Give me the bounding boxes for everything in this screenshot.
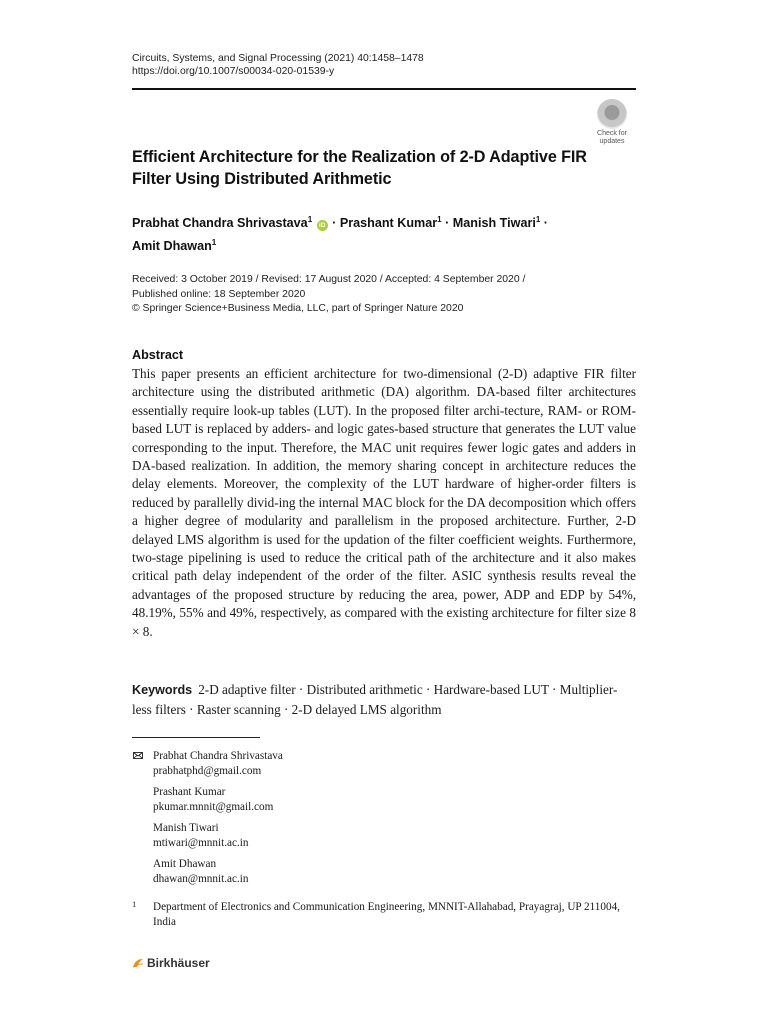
author-name[interactable]: Prabhat Chandra Shrivastava: [132, 216, 308, 230]
check-for-updates-icon: [597, 99, 627, 129]
contact-name: Manish Tiwari: [153, 822, 219, 834]
keywords-text: 2-D adaptive filter · Distributed arithmetic · Hardware-based LUT · Multiplier-less filters · Raster scanning · 2-D delayed LMS algorithm: [132, 682, 618, 717]
check-for-updates-badge[interactable]: [588, 99, 636, 143]
orcid-icon[interactable]: iD: [317, 220, 328, 231]
copyright-notice: © Springer Science+Business Media, LLC, part of Springer Nature 2020: [132, 303, 464, 314]
header-rule: [132, 88, 636, 90]
footnote-rule: [132, 737, 260, 738]
contact-name: Prashant Kumar: [153, 786, 226, 798]
check-for-updates-line1: Check for: [597, 130, 627, 137]
contact-entry: [132, 785, 636, 814]
publisher-logo: [132, 956, 210, 970]
keywords-section: [132, 680, 636, 719]
author-list: [132, 210, 636, 256]
contact-entry: [132, 749, 636, 778]
publication-dates: [132, 273, 636, 317]
abstract-text: This paper presents an efficient architecture for two-dimensional (2-D) adaptive FIR filter architecture using the distributed arithmetic (DA) algorithm. DA-based filter architectures essentially require look-up tables (LUT). In the proposed filter archi-tecture, RAM- or ROM-based LUT is replaced by adders- and logic gates-based structure that generates the LUT value corresponding to the input. Therefore, the MAC unit requires fewer logic gates and adders in DA-based realization. In addition, the memory sharing concept in architecture reduces the delay elements. Moreover, the complexity of the LUT hardware of higher-order filters is reduced by parallelly divid-ing the internal MAC block for the DA decomposition which offers a higher degree of modularity and parallelism in the proposed architecture. Further, 2-D delayed LMS algorithm is used for the updation of the filter coefficient weights. Furthermore, two-stage pipelining is used to reduce the critical path of the architecture and it also makes critical path delay independent of the order of the filter. ASIC synthesis results reveal the advantages of the proposed structure by reducing the area, power, ADP and EDP by 54%, 48.19%, 55% and 49%, respectively, as compared with the existing architecture for filter size 8 × 8.: [132, 366, 636, 639]
author-name[interactable]: Prashant Kumar: [339, 216, 438, 230]
author-affil-mark: 1: [211, 238, 217, 247]
author-affil-mark: 1: [437, 215, 442, 224]
author-affil-mark: 1: [307, 215, 313, 224]
contact-entry: [132, 857, 636, 886]
affiliation-number: 1: [132, 899, 137, 909]
author-separator: ·: [332, 216, 337, 230]
affiliation-footnote: [132, 900, 636, 930]
paper-title: Efficient Architecture for the Realization of 2-D Adaptive FIR Filter Using Distributed Arithmetic: [132, 148, 587, 188]
journal-citation: Circuits, Systems, and Signal Processing (2021) 40:1458–1478: [132, 53, 424, 64]
dates-line1: Received: 3 October 2019 / Revised: 17 August 2020 / Accepted: 4 September 2020 /: [132, 274, 526, 285]
abstract-heading: Abstract: [132, 348, 184, 362]
publisher-icon: [132, 957, 144, 969]
envelope-icon: [133, 752, 143, 759]
author-affil-mark: 1: [535, 215, 541, 224]
contact-email[interactable]: mtiwari@mnnit.ac.in: [153, 836, 249, 849]
contact-email[interactable]: prabhatphd@gmail.com: [153, 764, 262, 777]
dates-line2: Published online: 18 September 2020: [132, 288, 306, 300]
affiliation-text: Department of Electronics and Communication Engineering, MNNIT-Allahabad, Prayagraj, UP 211004, India: [153, 901, 620, 928]
author-name[interactable]: Manish Tiwari: [452, 216, 536, 230]
contact-email[interactable]: dhawan@mnnit.ac.in: [153, 872, 249, 885]
author-separator: ·: [445, 216, 450, 230]
journal-header: [132, 52, 424, 78]
author-name[interactable]: Amit Dhawan: [132, 239, 212, 253]
contact-name: Amit Dhawan: [153, 858, 217, 870]
keywords-label: Keywords: [132, 683, 193, 697]
corresponding-contacts: [132, 749, 636, 893]
contact-email[interactable]: pkumar.mnnit@gmail.com: [153, 800, 274, 813]
author-separator: ·: [543, 216, 548, 230]
doi-link[interactable]: https://doi.org/10.1007/s00034-020-01539-y: [132, 66, 335, 77]
check-for-updates-line2: updates: [599, 138, 625, 145]
contact-name: Prabhat Chandra Shrivastava: [153, 750, 283, 762]
publisher-name: Birkhäuser: [147, 956, 210, 970]
paper-page: [132, 0, 636, 1024]
contact-entry: [132, 821, 636, 850]
